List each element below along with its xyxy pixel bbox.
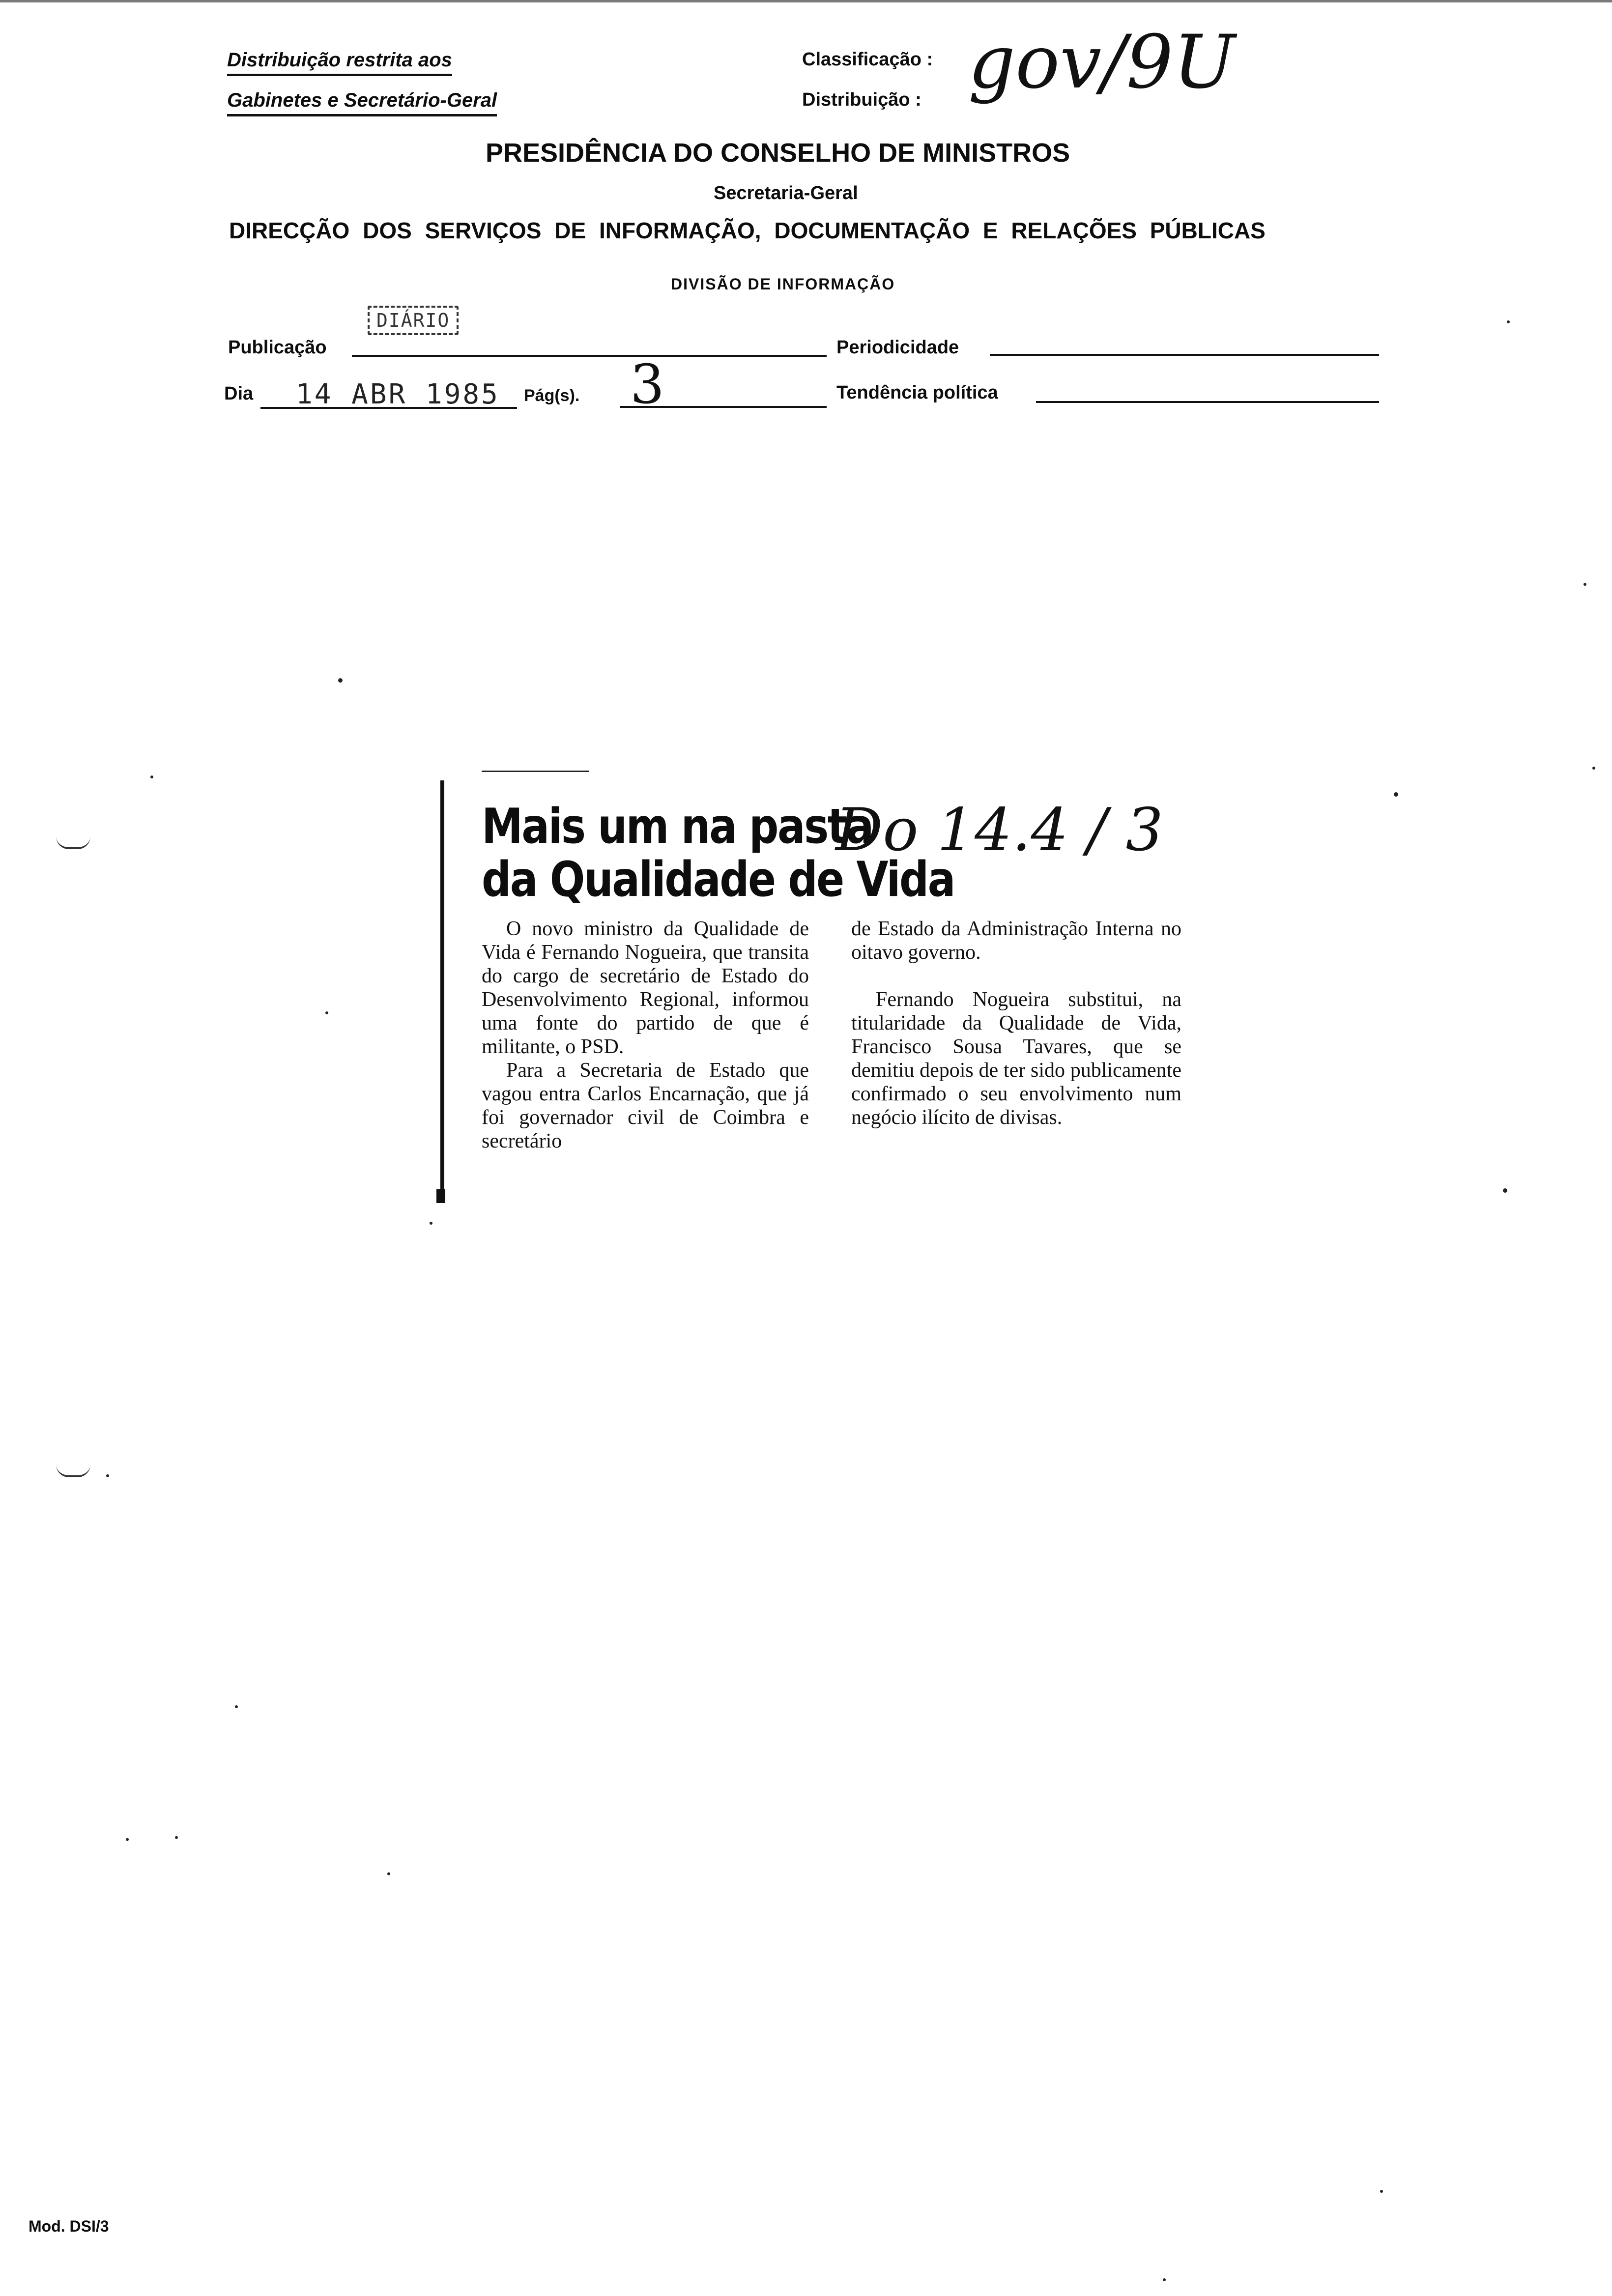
scan-speck (150, 775, 153, 778)
scan-speck (387, 1872, 390, 1875)
org-divisao: DIVISÃO DE INFORMAÇÃO (671, 275, 895, 293)
handwritten-clipping-reference: Do 14.4 / 3 (835, 796, 1163, 864)
scan-speck (1394, 792, 1398, 797)
article-column-1 (482, 917, 809, 1153)
clipping-bar-end (436, 1189, 445, 1203)
article-headline-line1: Mais um na pasta (482, 799, 873, 855)
distribution-note-line1: Distribuição restrita aos (227, 49, 452, 71)
scan-speck (106, 1474, 109, 1477)
publicacao-stamp: DIÁRIO (368, 306, 459, 335)
org-presidencia: PRESIDÊNCIA DO CONSELHO DE MINISTROS (486, 138, 1070, 168)
publicacao-rule (352, 355, 827, 357)
scan-speck (126, 1838, 129, 1841)
scan-speck (430, 1222, 432, 1225)
scan-speck (175, 1836, 178, 1839)
clipping-left-bar (440, 780, 444, 1198)
tendencia-rule (1036, 401, 1379, 403)
dia-date-stamp: 14 ABR 1985 (296, 378, 500, 410)
clipping-top-rule (482, 771, 589, 772)
dia-label: Dia (224, 383, 254, 404)
handwritten-classification: gov/9U (968, 20, 1236, 105)
form-code: Mod. DSI/3 (29, 2217, 109, 2235)
periodicidade-rule (990, 354, 1379, 356)
scan-speck (338, 678, 343, 683)
scan-mark (56, 1464, 90, 1477)
scan-speck (1583, 583, 1586, 586)
pags-label: Pág(s). (524, 386, 580, 405)
scan-speck (1503, 1188, 1507, 1193)
article-col2-paragraph2: Fernando Nogueira substitui, na titularidade da Qualidade de Vida, Francisco Sousa Tavares, que se demitiu depois de ter sido publicamente confirmado o seu envolvimento num negócio ilícito de divisas. (851, 988, 1181, 1129)
article-headline-line2: da Qualidade de Vida (482, 852, 954, 908)
pags-handwritten: 3 (630, 353, 664, 416)
scan-speck (1592, 767, 1595, 770)
article-column-2 (851, 917, 1181, 1129)
article-col2-paragraph1: de Estado da Administração Interna no oitavo governo. (851, 918, 1181, 964)
distribuicao-label: Distribuição : (802, 89, 921, 110)
org-secretaria: Secretaria-Geral (714, 183, 858, 203)
classificacao-label: Classificação : (802, 49, 933, 70)
scan-mark (56, 836, 90, 849)
tendencia-label: Tendência política (836, 382, 998, 403)
article-col1-paragraph1: O novo ministro da Qualidade de Vida é Fernando Nogueira, que transita do cargo de secretário de Estado do Desenvolvimento Regional, informou uma fonte do partido de que é militante, o PSD. (482, 918, 809, 1058)
article-col1-paragraph2: Para a Secretaria de Estado que vagou entra Carlos Encarnação, que já foi governador civil de Coimbra e secretário (482, 1059, 809, 1152)
periodicidade-label: Periodicidade (836, 337, 959, 358)
org-direccao: DIRECÇÃO DOS SERVIÇOS DE INFORMAÇÃO, DOCUMENTAÇÃO E RELAÇÕES PÚBLICAS (229, 218, 1266, 243)
page-top-border (0, 0, 1612, 2)
scan-speck (235, 1705, 238, 1708)
publicacao-label: Publicação (228, 337, 327, 358)
scan-speck (1163, 2278, 1166, 2281)
scan-speck (1507, 320, 1510, 323)
scan-speck (1380, 2190, 1383, 2193)
scan-speck (325, 1011, 328, 1014)
distribution-note-line2: Gabinetes e Secretário-Geral (227, 89, 497, 112)
